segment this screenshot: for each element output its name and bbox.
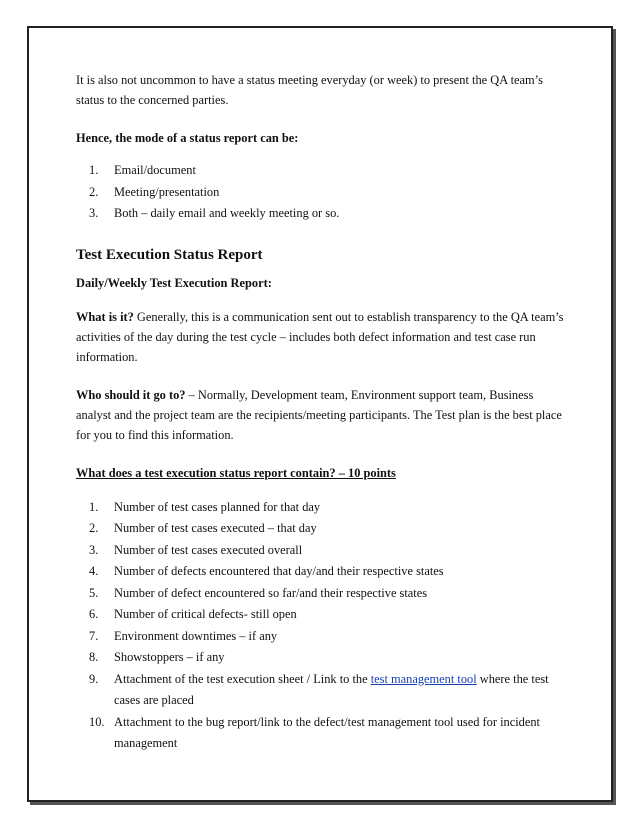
list-item: 10. Attachment to the bug report/link to the defect/test management tool used for incident management (89, 714, 540, 750)
intro-paragraph: It is also not uncommon to have a status meeting everyday (or week) to present the QA team’s status to the concerned parties. (76, 73, 543, 107)
list-item: 5. Number of defect encountered so far/and their respective states (89, 585, 428, 600)
list-item: 2. Meeting/presentation (89, 184, 220, 199)
mode-heading: Hence, the mode of a status report can be: (76, 131, 299, 145)
points-list (76, 497, 566, 755)
section-title: Test Execution Status Report (76, 246, 263, 263)
list-item: 4. Number of defects encountered that day/and their respective states (89, 564, 444, 578)
list-item: 3. Number of test cases executed overall (89, 542, 303, 557)
who-paragraph: Who should it go to? – Normally, Development team, Environment support team, Business analyst and the project team are the recipients/meeting participants. The Test plan is the best place for you to find this information. (76, 387, 562, 442)
list-item: 8. Showstoppers – if any (89, 650, 225, 664)
contain-heading: What does a test execution status report contain? – 10 points (76, 465, 396, 480)
list-item: 7. Environment downtimes – if any (89, 628, 278, 643)
list-item: 2. Number of test cases executed – that day (89, 521, 317, 535)
who-label: Who should it go to? (76, 387, 186, 402)
document-body (76, 70, 566, 755)
what-is-it-paragraph: What is it? Generally, this is a communication sent out to establish transparency to the QA team’s activities of the day during the test cycle – includes both defect information and test case run information. (76, 309, 564, 364)
list-item: 9. Attachment of the test execution sheet / Link to the test management tool where the test cases are placed (89, 671, 549, 707)
mode-list (76, 160, 566, 225)
test-management-tool-link[interactable]: test management tool (370, 671, 477, 686)
list-item: 1. Number of test cases planned for that day (89, 499, 321, 514)
subheading: Daily/Weekly Test Execution Report: (76, 275, 272, 290)
list-item: 6. Number of critical defects- still open (89, 607, 297, 621)
what-is-it-label: What is it? (76, 309, 134, 324)
list-item: 3. Both – daily email and weekly meeting or so. (89, 206, 340, 220)
list-item: 1. Email/document (89, 163, 196, 177)
